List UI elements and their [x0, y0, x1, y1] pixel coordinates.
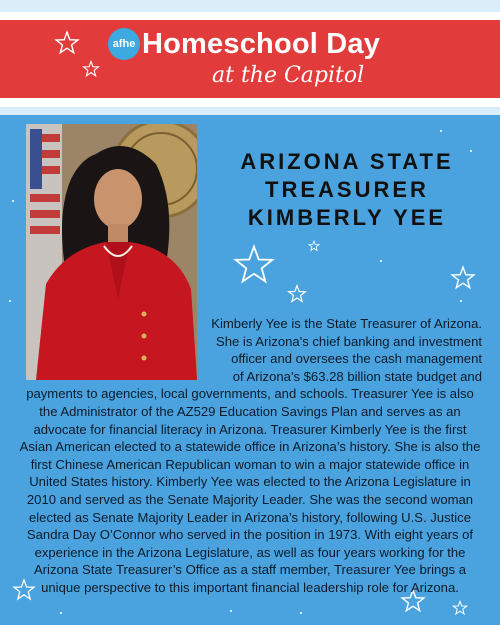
sparkle-dot: [230, 610, 232, 612]
sparkle-dot: [380, 260, 382, 262]
bio-line: the Administrator of the AZ529 Education Savings Plan and serves as an: [39, 403, 461, 419]
star-outline-icon: [308, 240, 320, 252]
top-stripe-white: [0, 12, 500, 20]
sparkle-dot: [460, 300, 462, 302]
bio-line: Arizona State Treasurer’s Office as a staff member, Treasurer Yee brings a: [33, 562, 467, 578]
headline-line: KIMBERLY YEE: [247, 205, 447, 230]
bio-line: Kimberly Yee is the State Treasurer of Arizona.: [211, 316, 482, 331]
star-outline-icon: [287, 284, 307, 304]
bio-line: Sandra Day O’Connor who served in the position in 1973. With eight years of: [26, 527, 474, 543]
sparkle-dot: [12, 200, 14, 202]
bio-line: of Arizona's $63.28 billion state budget and: [232, 368, 482, 384]
headline: [212, 148, 482, 232]
headline-line: ARIZONA STATE: [240, 149, 454, 174]
sparkle-dot: [470, 150, 472, 152]
bio-text: [14, 315, 486, 597]
sparkle-dot: [300, 612, 302, 614]
bio-line: Asian American elected to a statewide office in Arizona’s history. She is also the: [19, 439, 481, 455]
bottom-stripe-light: [0, 107, 500, 115]
sparkle-dot: [9, 300, 11, 302]
star-outline-icon: [450, 265, 476, 291]
bio-line: officer and oversees the cash management: [231, 351, 482, 367]
bio-line: unique perspective to this important financial leadership role for Arizona.: [41, 579, 459, 595]
bio-line: experience in the Arizona Legislature, as well as four years working for the: [34, 544, 466, 560]
star-outline-icon: [452, 600, 468, 616]
banner-subtitle: at the Capitol: [212, 63, 365, 88]
sparkle-dot: [440, 130, 442, 132]
bio-line: elected as Senate Majority Leader in Arizona’s history, following U.S. Justice: [28, 509, 471, 525]
sparkle-dot: [60, 612, 62, 614]
bio-line: United States history. Kimberly Yee was elected to the Arizona Legislature in: [29, 474, 471, 490]
bio-line: first Chinese American Republican woman to win a major statewide office in: [30, 456, 470, 472]
banner-title: Homeschool Day: [142, 28, 381, 60]
bottom-stripe-white: [0, 98, 500, 107]
headline-line: TREASURER: [265, 177, 429, 202]
bio-line: payments to agencies, local governments, and schools. Treasurer Yee is also: [26, 386, 474, 402]
star-outline-icon: [82, 60, 100, 78]
bio-line: She is Arizona's chief banking and investment: [216, 333, 482, 349]
top-stripe-light: [0, 0, 500, 12]
star-outline-icon: [54, 30, 80, 56]
afhe-logo: afhe: [108, 28, 140, 60]
star-outline-icon: [232, 243, 276, 287]
bio-line: advocate for financial literacy in Arizona. Treasurer Kimberly Yee is the first: [33, 421, 467, 437]
bio-line: 2010 and served as the Senate Majority Leader. She was the second woman: [26, 491, 474, 507]
